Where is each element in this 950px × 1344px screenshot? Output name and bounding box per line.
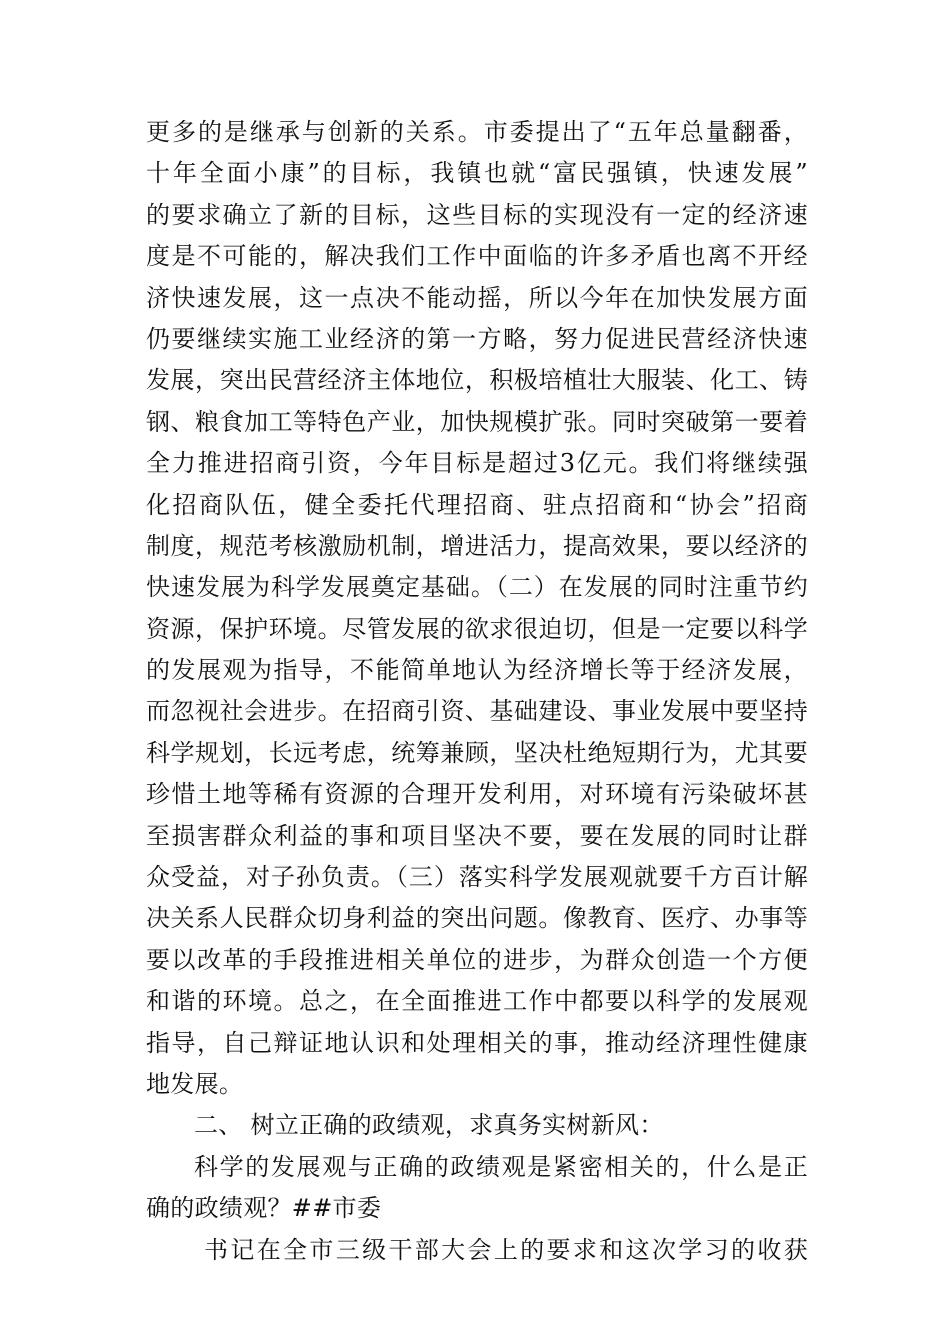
paragraph-1-line-16: 科学规划，长远考虑，统筹兼顾，坚决杜绝短期行为，尤其要 — [146, 738, 808, 767]
paragraph-1-line-22: 和谐的环境。总之，在全面推进工作中都要以科学的发展观 — [146, 987, 808, 1016]
paragraph-2-line-1: 科学的发展观与正确的政绩观是紧密相关的，什么是正 — [194, 1152, 808, 1181]
paragraph-1-line-2: 十年全面小康”的目标，我镇也就“富民强镇，快速发展” — [146, 159, 808, 188]
paragraph-3-line-1: 书记在全市三级干部大会上的要求和这次学习的收获 — [204, 1235, 808, 1264]
paragraph-1-line-21: 要以改革的手段推进相关单位的进步，为群众创造一个方便 — [146, 945, 808, 974]
paragraph-1-line-8: 钢、粮食加工等特色产业，加快规模扩张。同时突破第一要着 — [146, 407, 808, 436]
paragraph-1-line-1: 更多的是继承与创新的关系。市委提出了“五年总量翻番， — [146, 118, 808, 146]
document-body — [146, 112, 808, 1271]
paragraph-1-line-18: 至损害群众利益的事和项目坚决不要，要在发展的同时让群 — [146, 821, 808, 850]
paragraph-1-line-15: 而忽视社会进步。在招商引资、基础建设、事业发展中要坚持 — [146, 697, 808, 726]
paragraph-1-line-13: 资源，保护环境。尽管发展的欲求很迫切，但是一定要以科学 — [146, 614, 808, 643]
paragraph-1-line-3: 的要求确立了新的目标，这些目标的实现没有一定的经济速 — [146, 200, 808, 229]
paragraph-1-line-12: 快速发展为科学发展奠定基础。（二）在发展的同时注重节约 — [146, 573, 808, 602]
paragraph-1-line-17: 珍惜土地等稀有资源的合理开发利用，对环境有污染破坏甚 — [146, 780, 808, 809]
paragraph-1-line-11: 制度，规范考核激励机制，增进活力，提高效果，要以经济的 — [146, 531, 808, 560]
paragraph-1-line-4: 度是不可能的，解决我们工作中面临的许多矛盾也离不开经 — [146, 242, 808, 271]
paragraph-1-line-19: 众受益，对子孙负责。（三）落实科学发展观就要千方百计解 — [146, 863, 808, 892]
section-heading-2: 二、 树立正确的政绩观，求真务实树新风： — [194, 1111, 664, 1140]
paragraph-1-line-5: 济快速发展，这一点决不能动摇，所以今年在加快发展方面 — [146, 283, 808, 312]
paragraph-1-line-14: 的发展观为指导，不能简单地认为经济增长等于经济发展， — [146, 656, 808, 685]
paragraph-2-line-2: 确的政绩观？##市委 — [146, 1194, 382, 1223]
paragraph-1-line-20: 决关系人民群众切身利益的突出问题。像教育、医疗、办事等 — [146, 904, 808, 933]
paragraph-1-line-9: 全力推进招商引资，今年目标是超过3亿元。我们将继续强 — [146, 449, 808, 478]
paragraph-1-line-6: 仍要继续实施工业经济的第一方略，努力促进民营经济快速 — [146, 324, 808, 353]
paragraph-1-line-7: 发展，突出民营经济主体地位，积极培植壮大服装、化工、铸 — [146, 366, 808, 395]
paragraph-1-line-10: 化招商队伍，健全委托代理招商、驻点招商和“协会”招商 — [146, 490, 808, 519]
paragraph-1-line-24: 地发展。 — [146, 1069, 244, 1098]
paragraph-1-line-23: 指导，自己辩证地认识和处理相关的事，推动经济理性健康 — [146, 1028, 808, 1057]
